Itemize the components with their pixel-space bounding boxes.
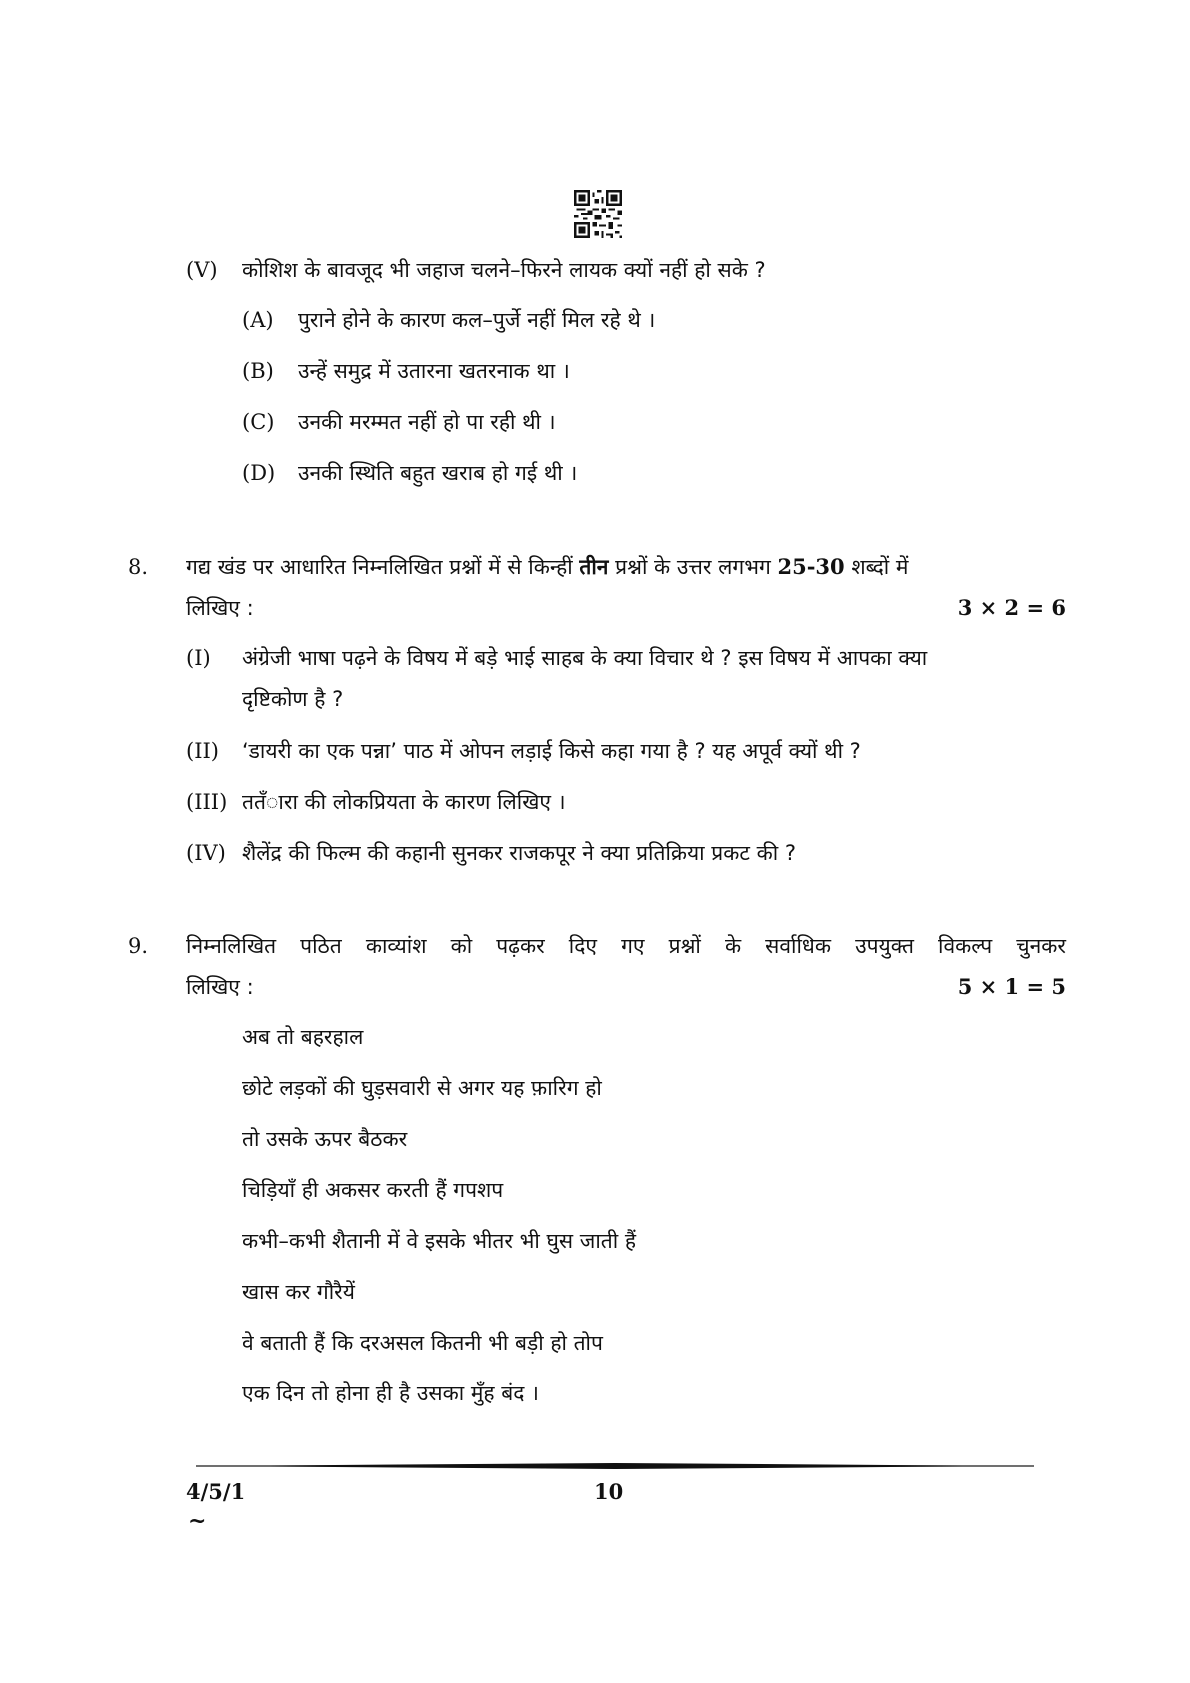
- page-number: 10: [594, 1479, 624, 1504]
- instruction-text: शब्दों में: [844, 555, 909, 579]
- question-8-instruction-line2: लिखिए :: [186, 596, 254, 620]
- part-text-i-cont: दृष्टिकोण है ?: [242, 687, 344, 711]
- option-text-b: उन्हें समुद्र में उतारना खतरनाक था ।: [298, 359, 570, 383]
- part-text-iii: ततँारा की लोकप्रियता के कारण लिखिए ।: [242, 790, 566, 814]
- question-9-instruction: निम्नलिखित पठित काव्यांश को पढ़कर दिए गए प्रश्नों के सर्वाधिक उपयुक्त विकल्प चुनकर: [186, 934, 1066, 958]
- part-label-iv: (IV): [186, 841, 226, 865]
- paper-code: 4/5/1: [186, 1479, 246, 1504]
- question-8-instruction: [186, 553, 908, 581]
- part-label-ii: (II): [186, 739, 219, 763]
- instruction-text: प्रश्नों के उत्तर लगभग: [608, 555, 778, 579]
- qr-code-icon: [574, 190, 622, 238]
- question-number-8: 8.: [128, 555, 149, 579]
- option-label-a: (A): [242, 308, 274, 332]
- instruction-text: गद्य खंड पर आधारित निम्नलिखित प्रश्नों में से किन्हीं: [186, 555, 580, 579]
- poem-line: चिड़ियाँ ही अकसर करती हैं गपशप: [242, 1178, 504, 1202]
- question-8-marks: 3 × 2 = 6: [957, 595, 1066, 620]
- part-text-i: अंग्रेजी भाषा पढ़ने के विषय में बड़े भाई साहब के क्या विचार थे ? इस विषय में आपका क्या: [242, 646, 928, 670]
- option-label-b: (B): [242, 359, 274, 383]
- option-text-d: उनकी स्थिति बहुत खराब हो गई थी ।: [298, 461, 578, 485]
- option-label-d: (D): [242, 461, 276, 485]
- part-label-iii: (III): [186, 790, 228, 814]
- option-text-c: उनकी मरम्मत नहीं हो पा रही थी ।: [298, 410, 556, 434]
- word-limit: 25-30: [777, 554, 845, 579]
- question-label-v: (V): [186, 258, 218, 282]
- poem-line: अब तो बहरहाल: [242, 1025, 364, 1049]
- question-text-v: कोशिश के बावजूद भी जहाज चलने–फिरने लायक क्यों नहीं हो सके ?: [242, 258, 766, 282]
- poem-line: छोटे लड़कों की घुड़सवारी से अगर यह फ़ारिग हो: [242, 1076, 602, 1100]
- poem-line: कभी–कभी शैतानी में वे इसके भीतर भी घुस जाती हैं: [242, 1229, 637, 1253]
- question-number-9: 9.: [128, 934, 149, 958]
- question-9-marks: 5 × 1 = 5: [957, 974, 1066, 999]
- part-text-ii: ‘डायरी का एक पन्ना’ पाठ में ओपन लड़ाई किसे कहा गया है ? यह अपूर्व क्यों थी ?: [242, 739, 861, 763]
- footer-mark: ~: [188, 1508, 207, 1534]
- poem-line: तो उसके ऊपर बैठकर: [242, 1127, 408, 1151]
- footer-divider: [196, 1463, 1034, 1469]
- poem-line: खास कर गौरैयें: [242, 1280, 355, 1304]
- question-9-instruction-line2: लिखिए :: [186, 975, 254, 999]
- poem-line: वे बताती हैं कि दरअसल कितनी भी बड़ी हो तोप: [242, 1331, 603, 1355]
- instruction-emphasis: तीन: [579, 555, 609, 579]
- option-label-c: (C): [242, 410, 275, 434]
- poem-line: एक दिन तो होना ही है उसका मुँह बंद ।: [242, 1381, 539, 1405]
- part-label-i: (I): [186, 646, 211, 670]
- part-text-iv: शैलेंद्र की फिल्म की कहानी सुनकर राजकपूर ने क्या प्रतिक्रिया प्रकट की ?: [242, 841, 797, 865]
- option-text-a: पुराने होने के कारण कल–पुर्जे नहीं मिल रहे थे ।: [298, 308, 656, 332]
